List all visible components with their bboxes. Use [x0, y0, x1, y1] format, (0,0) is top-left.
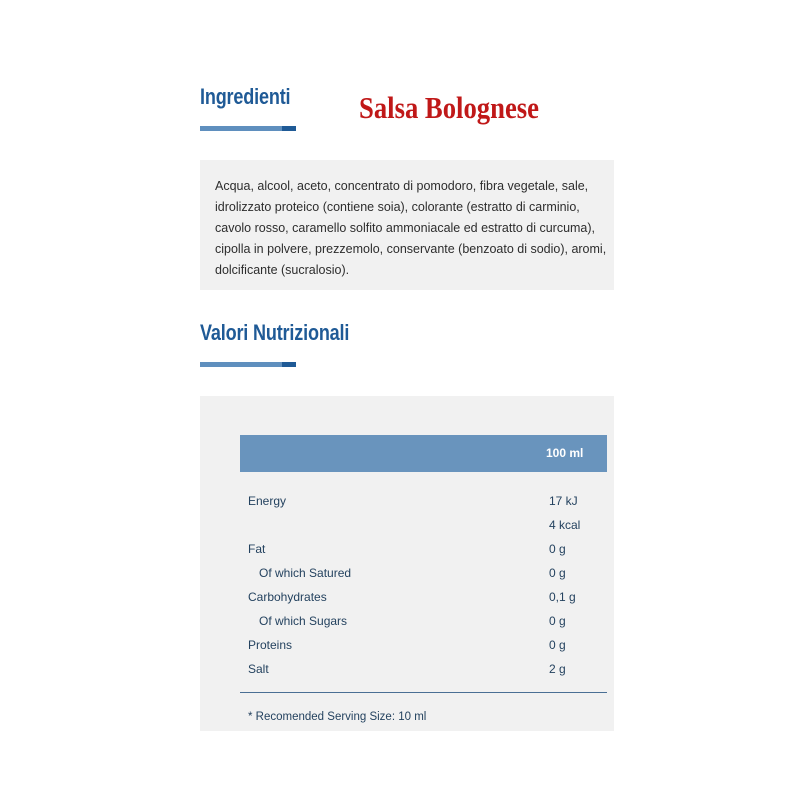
nutrition-panel: [200, 396, 614, 731]
row-value: 0 g: [549, 542, 566, 556]
row-label: Fat: [248, 542, 266, 556]
product-name: Salsa Bolognese: [359, 90, 539, 125]
table-bottom-divider: [240, 692, 607, 693]
table-row-saturated: [240, 566, 607, 590]
row-label: Energy: [248, 494, 287, 508]
nutrition-heading: Valori Nutrizionali: [200, 320, 350, 345]
table-row-salt: [240, 662, 607, 686]
row-label: Of which Sugars: [259, 614, 348, 628]
nutrition-table-header: [240, 435, 607, 472]
serving-size-footnote: * Recomended Serving Size: 10 ml: [248, 711, 427, 723]
table-row-proteins: [240, 638, 607, 662]
row-label: Proteins: [248, 638, 293, 652]
ingredients-heading: Ingredienti: [200, 84, 291, 109]
row-label: Salt: [248, 662, 269, 676]
table-row-sugars: [240, 614, 607, 638]
table-row-fat: [240, 542, 607, 566]
row-value: 0 g: [549, 566, 566, 580]
row-value: 0 g: [549, 638, 566, 652]
ingredients-heading-underline: [200, 126, 296, 131]
row-label: Carbohydrates: [248, 590, 327, 604]
table-row-carbohydrates: [240, 590, 607, 614]
column-header-100ml: 100 ml: [546, 446, 584, 460]
row-value: 4 kcal: [549, 518, 581, 532]
row-label: Of which Satured: [259, 566, 352, 580]
row-value: 17 kJ: [549, 494, 578, 508]
table-row-energy-kcal: [240, 518, 607, 542]
ingredients-panel: [200, 160, 614, 290]
nutrition-heading-underline: [200, 362, 296, 367]
row-value: 0,1 g: [549, 590, 576, 604]
ingredients-text: Acqua, alcool, aceto, concentrato di pomodoro, fibra vegetale, sale, idrolizzato proteico (contiene soia), colorante (estratto di carminio, cavolo rosso, caramello solfito ammoniacale ed estratto di curcuma), cipolla in polvere, prezzemolo, conservante (benzoato di sodio), aromi, dolcificante (sucralosio).: [215, 179, 607, 277]
row-value: 2 g: [549, 662, 566, 676]
row-value: 0 g: [549, 614, 566, 628]
table-row-energy-kj: [240, 494, 607, 518]
